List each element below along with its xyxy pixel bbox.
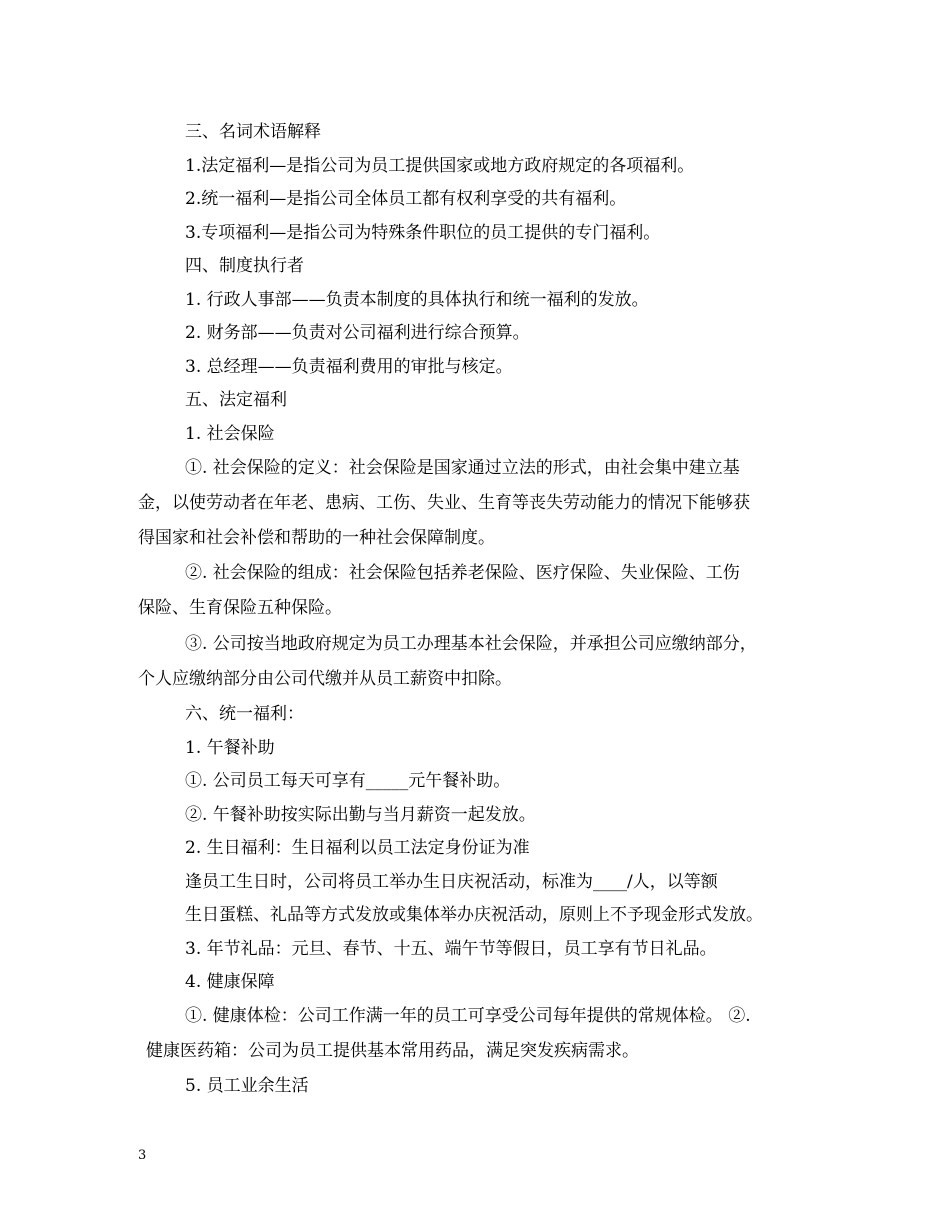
paragraph-line: ②. 社会保险的组成：社会保险包括养老保险、医疗保险、失业保险、工伤 xyxy=(185,563,740,583)
paragraph-line: 个人应缴纳部分由公司代缴并从员工薪资中扣除。 xyxy=(138,669,512,689)
paragraph-line: 得国家和社会补偿和帮助的一种社会保障制度。 xyxy=(138,528,495,548)
heading-executors: 四、制度执行者 xyxy=(185,256,304,276)
heading-statutory-benefits: 五、法定福利 xyxy=(185,390,287,410)
paragraph-line: 3. 总经理——负责福利费用的审批与核定。 xyxy=(185,357,513,377)
paragraph-line: 健康医药箱：公司为员工提供基本常用药品，满足突发疾病需求。 xyxy=(146,1041,639,1061)
paragraph-line: 1. 午餐补助 xyxy=(185,738,275,758)
paragraph-line: 金，以使劳动者在年老、患病、工伤、失业、生育等丧失劳动能力的情况下能够获 xyxy=(138,493,750,513)
paragraph-line: ①. 公司员工每天可享有_____元午餐补助。 xyxy=(185,771,511,791)
paragraph-line: ③. 公司按当地政府规定为员工办理基本社会保险，并承担公司应缴纳部分， xyxy=(185,634,757,654)
paragraph-line: 1. 行政人事部——负责本制度的具体执行和统一福利的发放。 xyxy=(185,290,649,310)
paragraph-line: 2. 生日福利：生日福利以员工法定身份证为准 xyxy=(185,838,530,858)
paragraph-line: 1. 社会保险 xyxy=(185,424,275,444)
paragraph-line: 保险、生育保险五种保险。 xyxy=(138,598,342,618)
page-number: 3 xyxy=(138,1148,147,1163)
heading-terms: 三、名词术语解释 xyxy=(185,122,321,142)
paragraph-line: 1.法定福利—是指公司为员工提供国家或地方政府规定的各项福利。 xyxy=(185,156,695,176)
paragraph-line: 2.统一福利—是指公司全体员工都有权利享受的共有福利。 xyxy=(185,189,627,209)
paragraph-line: 5. 员工业余生活 xyxy=(185,1076,309,1096)
paragraph-line: 3. 年节礼品：元旦、春节、十五、端午节等假日，员工享有节日礼品。 xyxy=(185,939,717,959)
paragraph-line: 生日蛋糕、礼品等方式发放或集体举办庆祝活动，原则上不予现金形式发放。 xyxy=(185,905,763,925)
paragraph-line: ①. 社会保险的定义：社会保险是国家通过立法的形式，由社会集中建立基 xyxy=(185,458,740,478)
heading-unified-benefits: 六、统一福利： xyxy=(185,704,304,724)
paragraph-line: 4. 健康保障 xyxy=(185,972,275,992)
paragraph-line: 逢员工生日时，公司将员工举办生日庆祝活动，标准为____/人，以等额 xyxy=(185,872,718,892)
paragraph-line: 3.专项福利—是指公司为特殊条件职位的员工提供的专门福利。 xyxy=(185,223,661,243)
paragraph-line: 2. 财务部——负责对公司福利进行综合预算。 xyxy=(185,323,530,343)
paragraph-line: ②. 午餐补助按实际出勤与当月薪资一起发放。 xyxy=(185,805,536,825)
paragraph-line: ①. 健康体检：公司工作满一年的员工可享受公司每年提供的常规体检。 ②. xyxy=(185,1006,751,1026)
